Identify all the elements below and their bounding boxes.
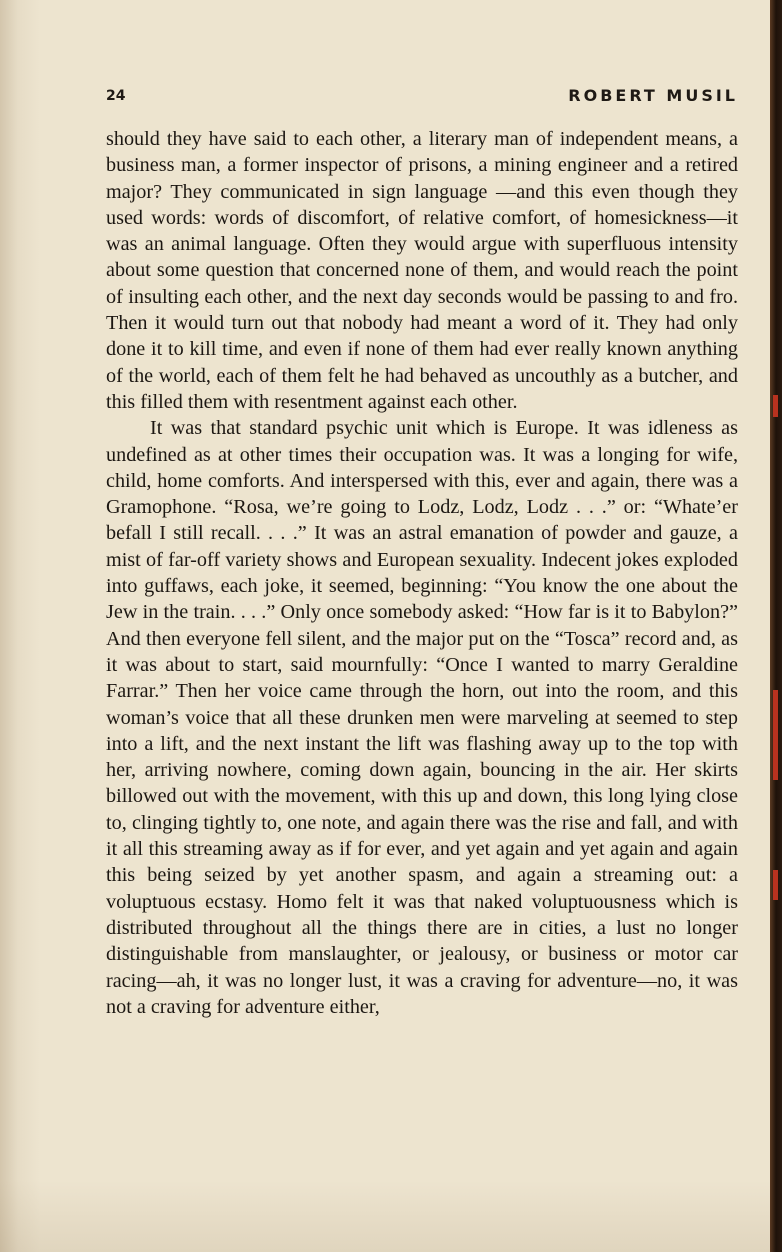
running-head bbox=[106, 86, 738, 108]
edge-mark bbox=[773, 690, 778, 780]
running-title: ROBERT MUSIL bbox=[568, 86, 738, 105]
paragraph-continued: should they have said to each other, a literary man of independent means, a business man, a former inspector of prisons, a mining engineer and a retired major? They communicated in sign language —and this even though they used words: words of discomfort, of relative comfort, of homesickness—it was an animal language. Often they would argue with superfluous intensity about some question that concerned none of them, and would reach the point of insulting each other, and the next day seconds would be passing to and fro. Then it would turn out that nobody had meant a word of it. They had only done it to kill time, and even if none of them had ever really known anything of the world, each of them felt he had behaved as uncouthly as a butcher, and this filled them with resentment against each other. bbox=[106, 128, 738, 413]
body-text bbox=[106, 126, 738, 1020]
edge-mark bbox=[773, 395, 778, 417]
paragraph: It was that standard psychic unit which is Europe. It was idleness as undefined as at other times their occupation was. It was a longing for wife, child, home comforts. And interspersed with this, ever and again, there was a Gramophone. “Rosa, we’re going to Lodz, Lodz, Lodz . . .” or: “Whate’er befall I still recall. . . .” It was an astral emanation of powder and gauze, a mist of far-off variety shows and European sexuality. Indecent jokes exploded into guffaws, each joke, it seemed, beginning: “You know the one about the Jew in the train. . . .” Only once somebody asked: “How far is it to Babylon?” And then everyone fell silent, and the major put on the “Tosca” record and, as it was about to start, said mournfully: “Once I wanted to marry Geraldine Farrar.” Then her voice came through the horn, out into the room, and this woman’s voice that all these drunken men were marveling at seemed to step into a lift, and the next instant the lift was flashing away up to the top with her, arriving nowhere, coming down again, bouncing in the air. Her skirts billowed out with the movement, with this up and down, this long lying close to, clinging tightly to, one note, and again there was the rise and fall, and with it all this streaming away as if for ever, and yet again and yet again and again this being seized by yet another spasm, and again a streaming out: a voluptuous ecstasy. Homo felt it was that naked voluptuousness which is distributed throughout all the things there are in cities, a lust no longer distinguishable from manslaughter, or jealousy, or business or motor car racing—ah, it was no longer lust, it was a craving for adventure—no, it was not a craving for adventure either, bbox=[106, 417, 738, 1018]
page-number: 24 bbox=[106, 88, 126, 104]
edge-mark bbox=[773, 870, 778, 900]
page-edge bbox=[770, 0, 782, 1252]
